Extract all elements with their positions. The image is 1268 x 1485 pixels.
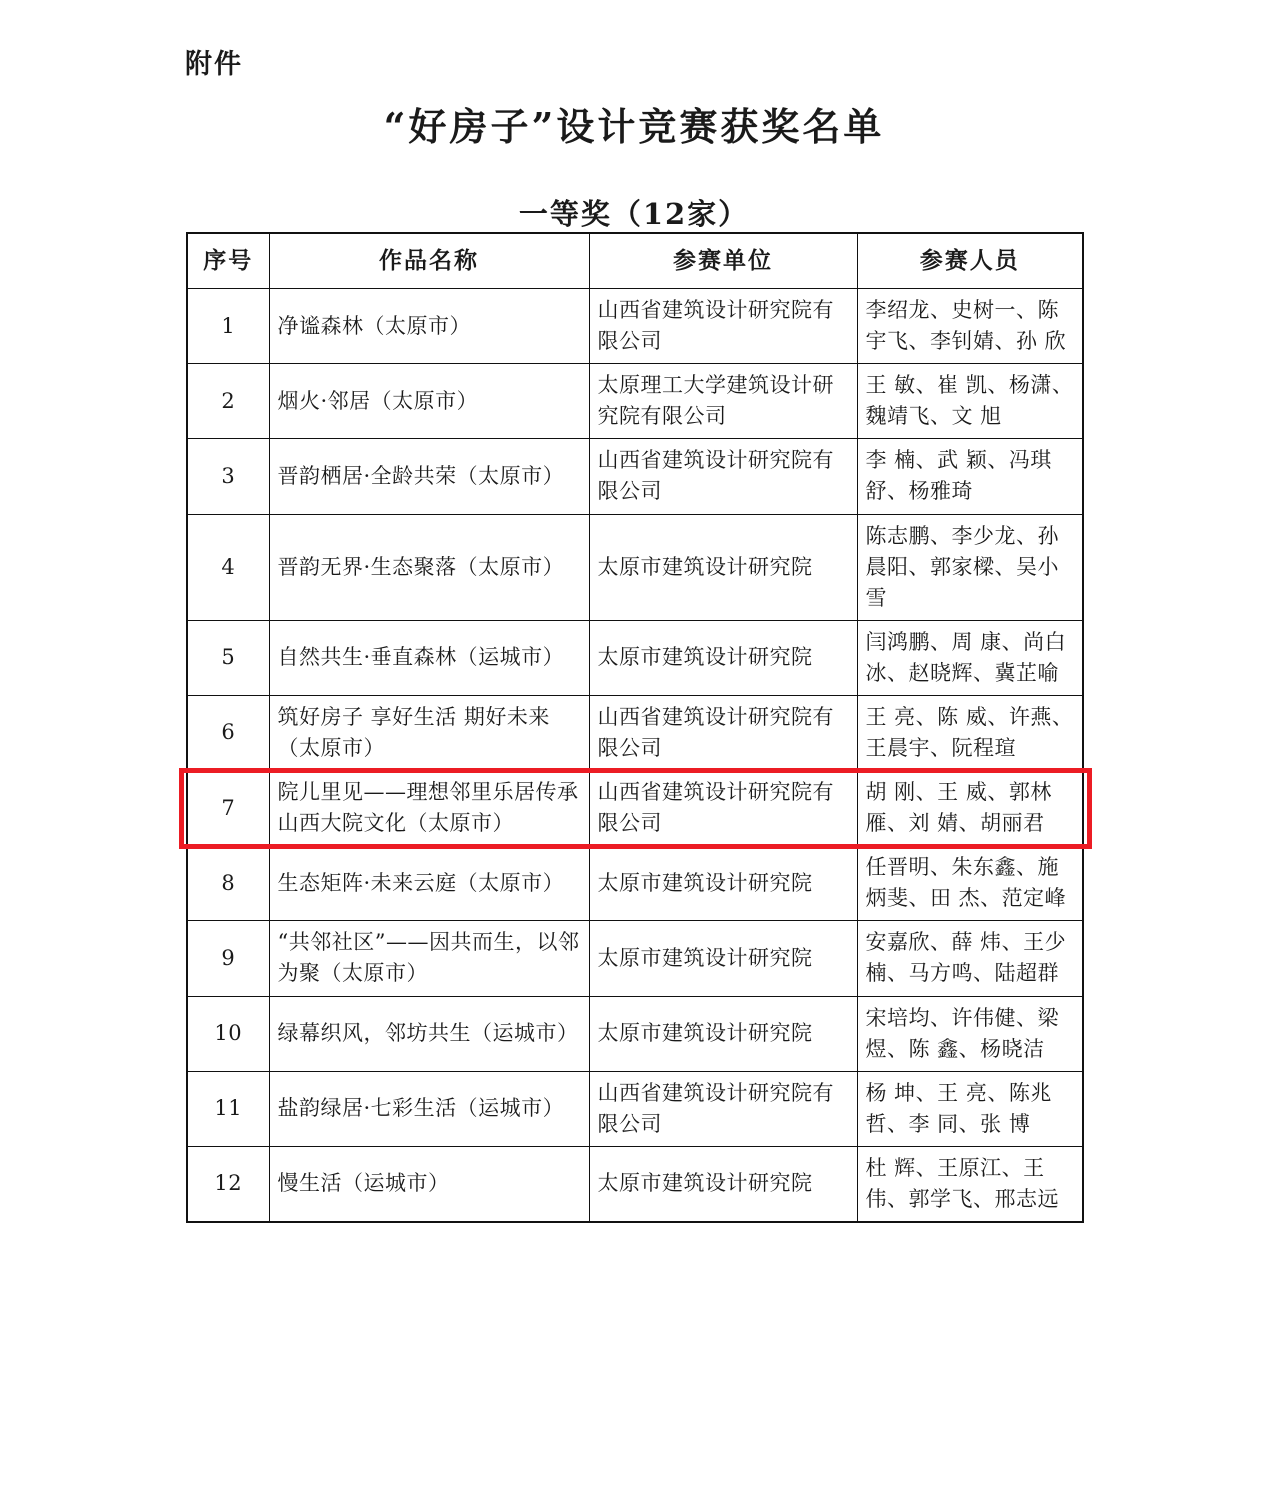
cell-work: 慢生活（运城市）: [269, 1146, 589, 1222]
table-row: [187, 1146, 1083, 1222]
award-table: [186, 232, 1084, 1223]
cell-people: 王 亮、陈 威、许燕、王晨宇、阮程瑄: [857, 695, 1083, 770]
table-row: [187, 289, 1083, 364]
cell-people: 王 敏、崔 凯、杨潇、魏靖飞、文 旭: [857, 364, 1083, 439]
cell-work: 盐韵绿居·七彩生活（运城市）: [269, 1071, 589, 1146]
cell-no: 3: [187, 439, 269, 514]
cell-no: 10: [187, 996, 269, 1071]
cell-unit: 山西省建筑设计研究院有限公司: [589, 771, 857, 846]
cell-work: 生态矩阵·未来云庭（太原市）: [269, 846, 589, 921]
award-table-container: [186, 232, 1082, 1223]
table-row: [187, 1071, 1083, 1146]
cell-no: 5: [187, 620, 269, 695]
cell-no: 6: [187, 695, 269, 770]
cell-work: 净谧森林（太原市）: [269, 289, 589, 364]
cell-people: 李 楠、武 颖、冯琪舒、杨雅琦: [857, 439, 1083, 514]
table-row: [187, 695, 1083, 770]
cell-unit: 山西省建筑设计研究院有限公司: [589, 1071, 857, 1146]
table-row: [187, 996, 1083, 1071]
page-title: “好房子”设计竞赛获奖名单: [383, 104, 885, 149]
cell-unit: 太原市建筑设计研究院: [589, 846, 857, 921]
column-header-work: 作品名称: [269, 233, 589, 289]
cell-no: 8: [187, 846, 269, 921]
cell-work: 绿幕织风，邻坊共生（运城市）: [269, 996, 589, 1071]
cell-unit: 太原市建筑设计研究院: [589, 1146, 857, 1222]
cell-work: 晋韵无界·生态聚落（太原市）: [269, 514, 589, 620]
column-header-no: 序号: [187, 233, 269, 289]
cell-no: 9: [187, 921, 269, 996]
cell-unit: 山西省建筑设计研究院有限公司: [589, 439, 857, 514]
table-row: [187, 439, 1083, 514]
cell-unit: 太原理工大学建筑设计研究院有限公司: [589, 364, 857, 439]
cell-work: 烟火·邻居（太原市）: [269, 364, 589, 439]
section-title: 一等奖（12家）: [518, 197, 750, 231]
table-row: [187, 514, 1083, 620]
table-row-highlighted: [187, 771, 1083, 846]
cell-unit: 山西省建筑设计研究院有限公司: [589, 289, 857, 364]
table-row: [187, 364, 1083, 439]
attachment-label: 附件: [185, 49, 243, 80]
cell-people: 宋培均、许伟健、梁煜、陈 鑫、杨晓洁: [857, 996, 1083, 1071]
cell-no: 11: [187, 1071, 269, 1146]
cell-people: 胡 刚、王 威、郭林雁、刘 婧、胡丽君: [857, 771, 1083, 846]
cell-no: 4: [187, 514, 269, 620]
cell-people: 陈志鹏、李少龙、孙晨阳、郭家樑、吴小雪: [857, 514, 1083, 620]
cell-people: 任晋明、朱东鑫、施炳斐、田 杰、范定峰: [857, 846, 1083, 921]
table-row: [187, 921, 1083, 996]
cell-people: 闫鸿鹏、周 康、尚白冰、赵晓辉、冀芷喻: [857, 620, 1083, 695]
cell-no: 7: [187, 771, 269, 846]
cell-people: 李绍龙、史树一、陈宇飞、李钊婧、孙 欣: [857, 289, 1083, 364]
cell-work: 自然共生·垂直森林（运城市）: [269, 620, 589, 695]
cell-work: “共邻社区”——因共而生，以邻为聚（太原市）: [269, 921, 589, 996]
cell-unit: 太原市建筑设计研究院: [589, 996, 857, 1071]
column-header-people: 参赛人员: [857, 233, 1083, 289]
table-row: [187, 620, 1083, 695]
cell-people: 杨 坤、王 亮、陈兆哲、李 同、张 博: [857, 1071, 1083, 1146]
cell-unit: 太原市建筑设计研究院: [589, 620, 857, 695]
cell-unit: 山西省建筑设计研究院有限公司: [589, 695, 857, 770]
table-row: [187, 846, 1083, 921]
table-body: [187, 289, 1083, 1222]
cell-no: 2: [187, 364, 269, 439]
cell-unit: 太原市建筑设计研究院: [589, 514, 857, 620]
cell-work: 筑好房子 享好生活 期好未来（太原市）: [269, 695, 589, 770]
cell-no: 12: [187, 1146, 269, 1222]
table-header-row: [187, 233, 1083, 289]
cell-work: 晋韵栖居·全龄共荣（太原市）: [269, 439, 589, 514]
column-header-unit: 参赛单位: [589, 233, 857, 289]
cell-people: 杜 辉、王原江、王伟、郭学飞、邢志远: [857, 1146, 1083, 1222]
cell-no: 1: [187, 289, 269, 364]
cell-people: 安嘉欣、薛 炜、王少楠、马方鸣、陆超群: [857, 921, 1083, 996]
cell-unit: 太原市建筑设计研究院: [589, 921, 857, 996]
cell-work: 院儿里见——理想邻里乐居传承山西大院文化（太原市）: [269, 771, 589, 846]
table-header: [187, 233, 1083, 289]
